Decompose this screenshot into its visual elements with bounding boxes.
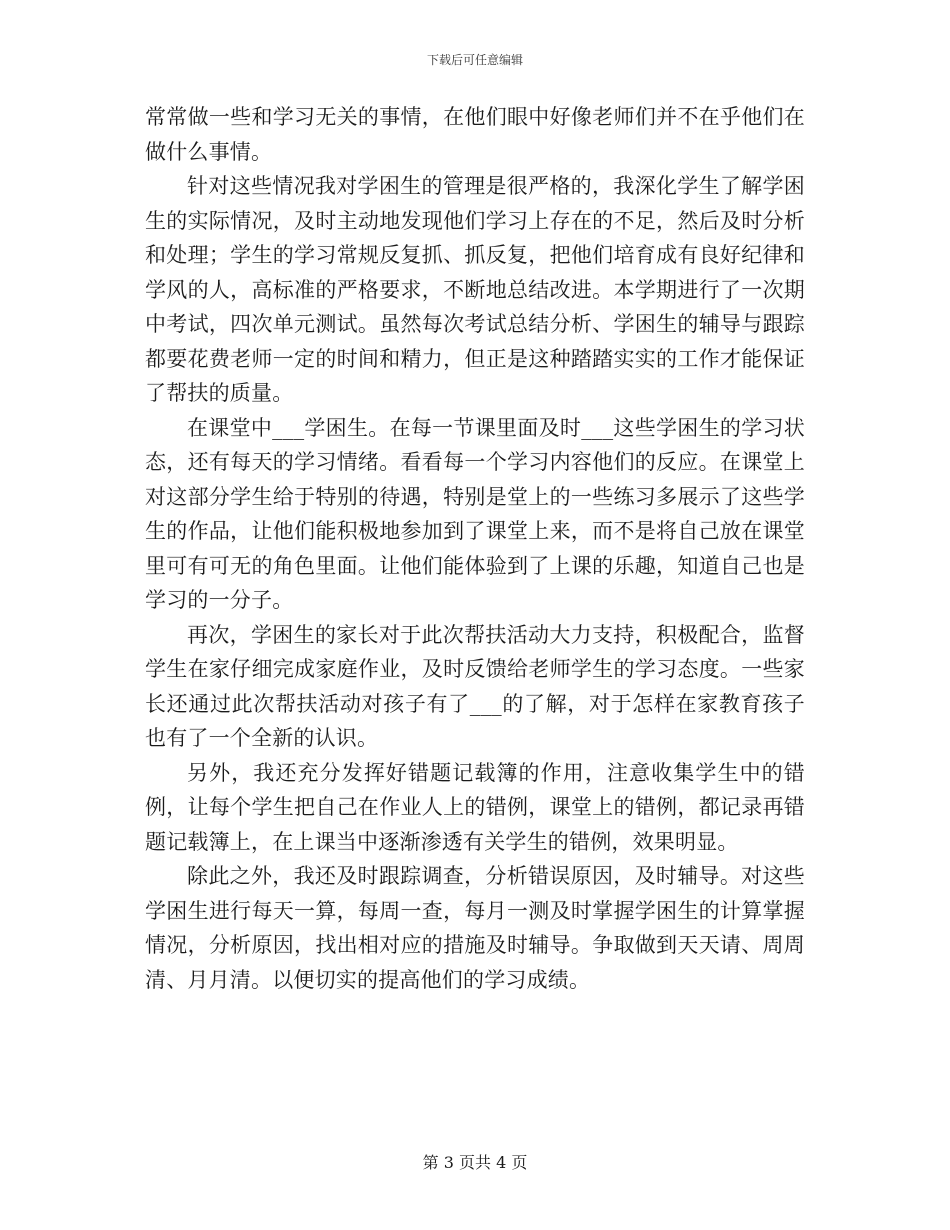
document-body bbox=[145, 100, 805, 997]
page-number: 第 3 页共 4 页 bbox=[422, 1153, 528, 1172]
paragraph-strict-management: 针对这些情况我对学困生的管理是很严格的，我深化学生了解学困生的实际情况，及时主动地发现他们学习上存在的不足，然后及时分析和处理；学生的学习常规反复抓、抓反复，把他们培育成有良好纪律和学风的人，高标准的严格要求，不断地总结改进。本学期进行了一次期中考试，四次单元测试。虽然每次考试总结分析、学困生的辅导与跟踪都要花费老师一定的时间和精力，但正是这种踏踏实实的工作才能保证了帮扶的质量。 bbox=[145, 174, 805, 405]
paragraph-classroom: 在课堂中___学困生。在每一节课里面及时___这些学困生的学习状态，还有每天的学习情绪。看看每一个学习内容他们的反应。在课堂上对这部分学生给于特别的待遇，特别是堂上的一些练习多展示了这些学生的作品，让他们能积极地参加到了课堂上来，而不是将自己放在课堂里可有可无的角色里面。让他们能体验到了上课的乐趣，知道自己也是学习的一分子。 bbox=[145, 415, 805, 612]
paragraph-tracking: 除此之外，我还及时跟踪调查，分析错误原因，及时辅导。对这些学困生进行每天一算，每周一查，每月一测及时掌握学困生的计算掌握情况，分析原因，找出相对应的措施及时辅导。争取做到天天请、周周清、月月清。以便切实的提高他们的学习成绩。 bbox=[145, 864, 805, 992]
page-header: 下载后可任意编辑 bbox=[426, 53, 523, 67]
paragraph-continuation: 常常做一些和学习无关的事情，在他们眼中好像老师们并不在乎他们在做什么事情。 bbox=[145, 105, 805, 164]
paragraph-error-notebook: 另外，我还充分发挥好错题记载簿的作用，注意收集学生中的错例，让每个学生把自己在作业人上的错例，课堂上的错例，都记录再错题记载簿上，在上课当中逐渐渗透有关学生的错例，效果明显。 bbox=[145, 760, 805, 854]
paragraph-parents: 再次，学困生的家长对于此次帮扶活动大力支持，积极配合，监督学生在家仔细完成家庭作业，及时反馈给老师学生的学习态度。一些家长还通过此次帮扶活动对孩子有了___的了解，对于怎样在家教育孩子也有了一个全新的认识。 bbox=[145, 622, 805, 750]
